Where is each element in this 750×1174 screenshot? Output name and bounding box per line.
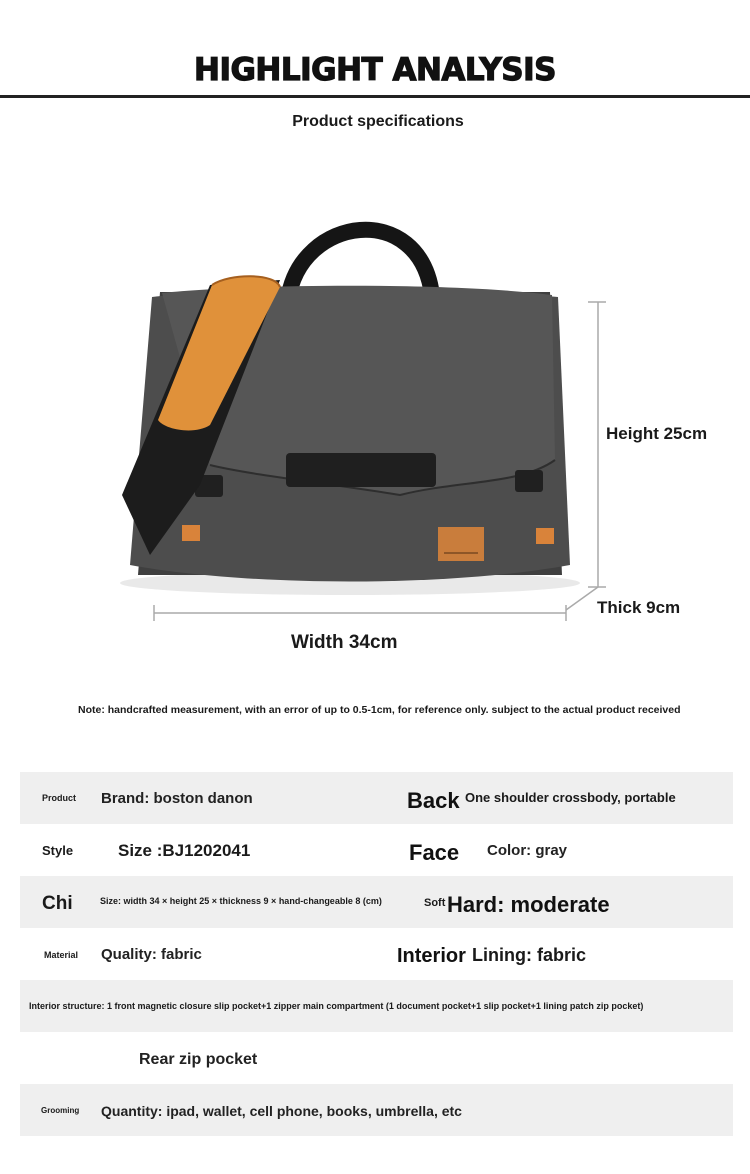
hardness-value: Hard: moderate [447,892,610,917]
section-subtitle: Product specifications [292,113,464,130]
material-value: Quality: fabric [101,946,202,963]
brand-value: Brand: boston danon [101,790,253,807]
spec-row-interior [20,980,733,1032]
carry-style-value: One shoulder crossbody, portable [465,790,676,805]
measurement-note: Note: handcrafted measurement, with an error of up to 0.5-1cm, for reference only. subject to the actual product received [78,704,681,716]
spec-label: Grooming [41,1106,80,1115]
spec-row-style [20,824,733,876]
size-value: Size: width 34 × height 25 × thickness 9 × hand-changeable 8 (cm) [100,896,382,906]
width-label: Width 34cm [291,632,398,653]
spec-row-size [20,876,733,928]
spec-row-brand [20,772,733,824]
thick-dimension-line [566,587,598,610]
flap-patch [286,453,436,487]
spec-mid-label: Interior [397,945,466,967]
interior-structure-text: Interior structure: 1 front magnetic closure slip pocket+1 zipper main compartment (1 document pocket+1 slip pocket+1 lining patch zip pocket) [29,1001,644,1011]
lining-value: Lining: fabric [472,945,586,965]
spec-row-rear-pocket [20,1032,733,1084]
thick-label: Thick 9cm [597,598,681,617]
spec-mid-label: Back [407,788,460,813]
spec-label: Product [42,793,77,803]
model-value: Size :BJ1202041 [118,841,251,860]
rear-pocket-text: Rear zip pocket [139,1051,258,1068]
product-image [100,195,620,625]
color-value: Color: gray [487,842,568,859]
spec-mid-label: Soft [424,897,446,909]
height-label: Height 25cm [606,424,708,443]
spec-label: Style [42,843,74,858]
spec-label: Material [44,950,79,960]
right-buckle [515,470,543,492]
capacity-value: Quantity: ipad, wallet, cell phone, books, umbrella, etc [101,1103,462,1119]
title-divider [0,95,750,98]
spec-label: Chi [42,893,73,914]
spec-row-material [20,928,733,980]
brand-label-patch [438,527,484,561]
spec-row-capacity [20,1084,733,1136]
page-title: HIGHLIGHT ANALYSIS [194,52,556,88]
spec-mid-label: Face [409,840,460,865]
